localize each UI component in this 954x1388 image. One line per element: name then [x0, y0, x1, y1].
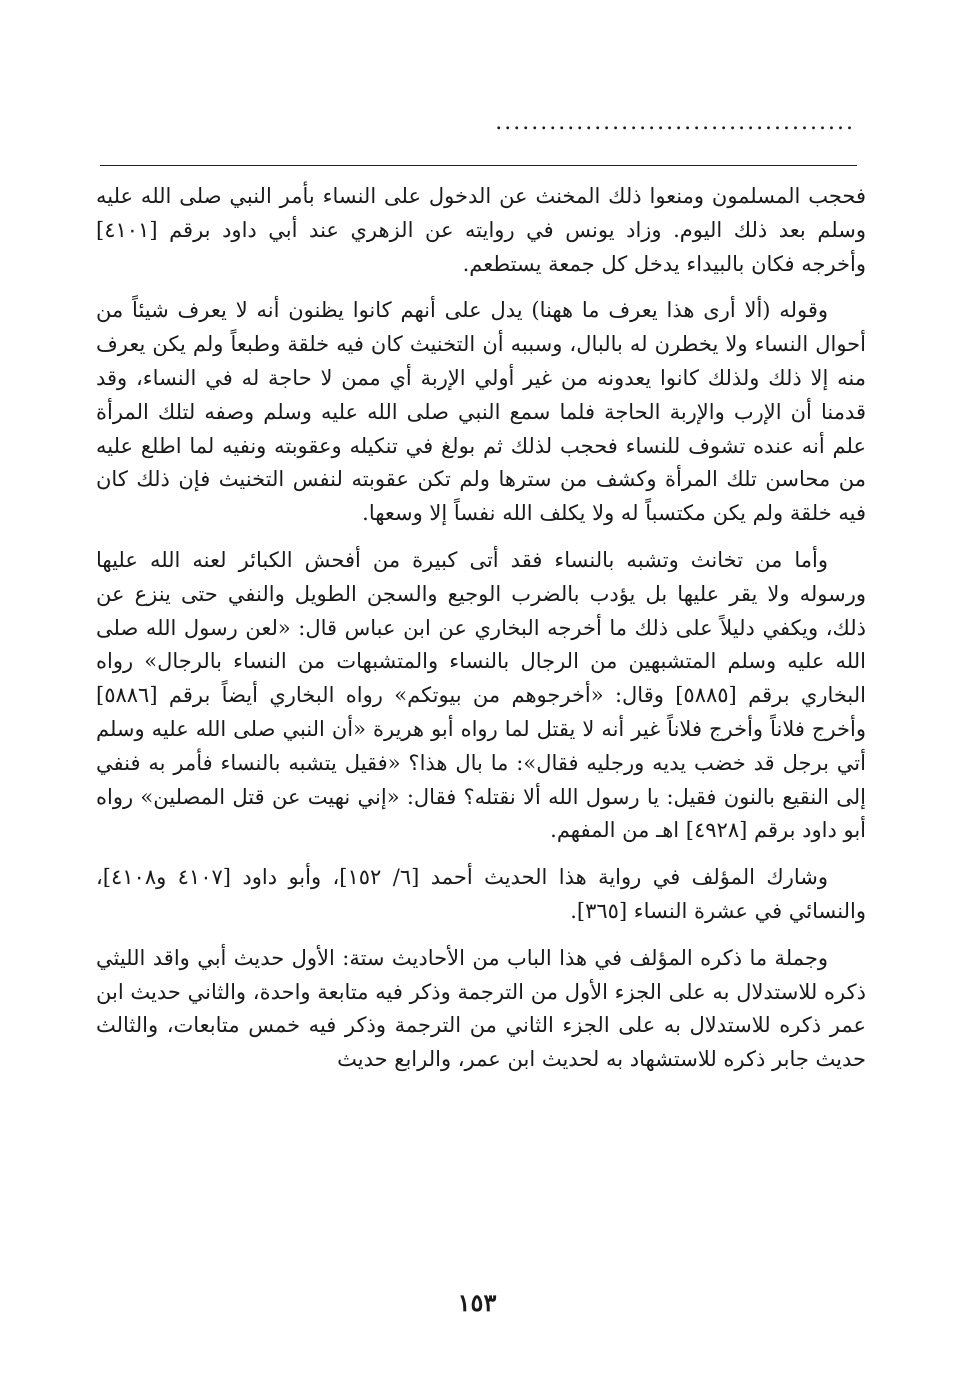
paragraph-4: وشارك المؤلف في رواية هذا الحديث أحمد [٦/ ١٥٢]، وأبو داود [٤١٠٧ و٤١٠٨]، والنسائي في عشرة النساء [٣٦٥]. — [96, 865, 866, 923]
body-text — [96, 180, 866, 1090]
header-rule — [100, 165, 857, 166]
page-number: ١٥٣ — [457, 1288, 497, 1317]
paragraph-3: وأما من تخانث وتشبه بالنساء فقد أتى كبيرة من أفحش الكبائر لعنه الله عليها ورسوله ولا يقر عليها بل يؤدب بالضرب الوجيع والسجن الطويل والنفي حتى ينزع عن ذلك، ويكفي دليلاً على ذلك ما أخرجه البخاري عن ابن عباس قال: «لعن رسول الله صلى الله عليه وسلم المتشبهين من الرجال بالنساء والمتشبهات من النساء بالرجال» رواه البخاري برقم [٥٨٨٥] وقال: «أخرجوهم من بيوتكم» رواه البخاري أيضاً برقم [٥٨٨٦] وأخرج فلاناً وأخرج فلاناً غير أنه لا يقتل لما رواه أبو هريرة «أن النبي صلى الله عليه وسلم أتي برجل قد خضب يديه ورجليه فقال»: ما بال هذا؟ «فقيل يتشبه بالنساء فأمر به فنفي إلى النقيع بالنون فقيل: يا رسول الله ألا نقتله؟ فقال: «إني نهيت عن قتل المصلين» رواه أبو داود برقم [٤٩٢٨] اهـ من المفهم. — [96, 547, 866, 843]
header-dotted-line: ........................................ — [495, 110, 855, 135]
paragraph-1: فحجب المسلمون ومنعوا ذلك المخنث عن الدخول على النساء بأمر النبي صلى الله عليه وسلم بعد ذلك اليوم. وزاد يونس في روايته عن الزهري عند أبي داود برقم [٤١٠١] وأخرجه فكان بالبيداء يدخل كل جمعة يستطعم. — [96, 184, 866, 276]
paragraph-5: وجملة ما ذكره المؤلف في هذا الباب من الأحاديث ستة: الأول حديث أبي واقد الليثي ذكره للاستدلال به على الجزء الأول من الترجمة وذكر فيه متابعة واحدة، والثاني حديث ابن عمر ذكره للاستدلال به على الجزء الثاني من الترجمة وذكر فيه خمس متابعات، والثالث حديث جابر ذكره للاستشهاد به لحديث ابن عمر، والرابع حديث — [96, 945, 866, 1072]
paragraph-2: وقوله (ألا أرى هذا يعرف ما ههنا) يدل على أنهم كانوا يظنون أنه لا يعرف شيئاً من أحوال النساء ولا يخطرن له بالبال، وسببه أن التخنيث كان فيه خلقة وطبعاً ولم يكن يعرف منه إلا ذلك ولذلك كانوا يعدونه من غير أولي الإربة أي ممن لا حاجة له في النساء، وقد قدمنا أن الإرب والإربة الحاجة فلما سمع النبي صلى الله عليه وسلم وصفه لتلك المرأة علم أنه عنده تشوف للنساء فحجب لذلك ثم بولغ في تنكيله وعقوبته ونفيه لما اطلع عليه من محاسن تلك المرأة وكشف من سترها ولم تكن عقوبته لنفس التخنيث فإن ذلك كان فيه خلقة ولم يكن مكتسباً له ولا يكلف الله نفساً إلا وسعها. — [96, 298, 866, 526]
